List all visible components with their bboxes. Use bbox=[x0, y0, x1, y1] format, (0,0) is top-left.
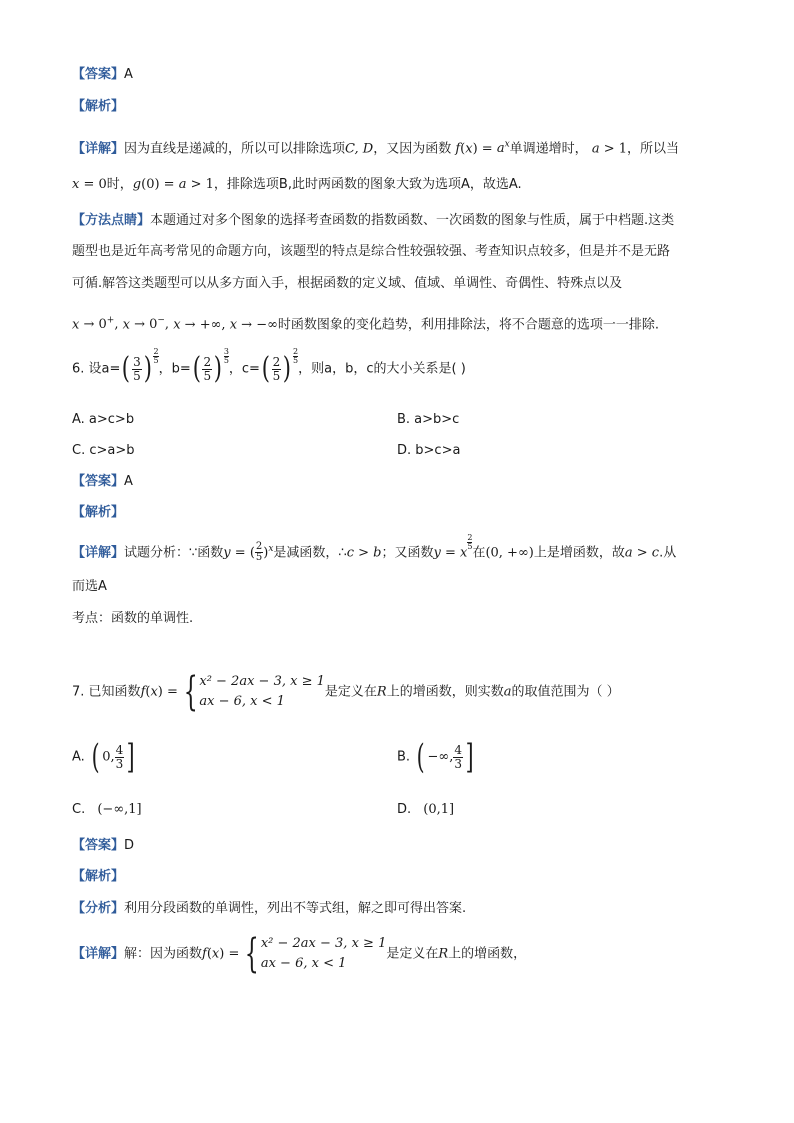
question-number: 7. bbox=[72, 684, 85, 700]
option-value: (0,1] bbox=[423, 802, 455, 817]
detail-text: 在 bbox=[472, 545, 486, 561]
answer-tag: 【答案】 bbox=[72, 838, 125, 853]
formula-eq0: = 0 bbox=[79, 177, 107, 192]
option-value: 0, bbox=[102, 749, 115, 765]
formula-limits: → −∞ bbox=[237, 317, 278, 333]
case-1: x² − 2ax − 3, x ≥ 1 bbox=[199, 674, 325, 689]
formula-R: R bbox=[376, 684, 387, 700]
formula-a: a bbox=[503, 684, 512, 700]
exponent-2-5: $\frac{2}{5}$ bbox=[153, 347, 159, 365]
fraction-2-5: $\frac{2}{5}$ bbox=[272, 354, 281, 383]
paren-left: ( bbox=[122, 351, 131, 386]
answer-value: D bbox=[124, 838, 135, 853]
exponent-2-5: $\frac{2}{5}$ bbox=[467, 533, 473, 551]
analysis-heading-q5 bbox=[72, 98, 124, 116]
analysis-tag: 【解析】 bbox=[72, 869, 125, 884]
answer-tag: 【答案】 bbox=[72, 474, 125, 489]
analysis-heading-q7 bbox=[72, 868, 124, 886]
q6-option-c: C. c>a>b bbox=[72, 443, 135, 458]
detail-line-q6-2 bbox=[72, 578, 107, 596]
formula-a-gt-1: a bbox=[591, 141, 600, 157]
method-line-4 bbox=[72, 312, 659, 334]
detail-tag: 【详解】 bbox=[72, 141, 125, 157]
formula-fx: f bbox=[455, 141, 461, 157]
formula-x0: x bbox=[72, 177, 80, 192]
question-text: 是定义在 bbox=[324, 684, 377, 700]
question-text: 的取值范围为（ ） bbox=[511, 684, 620, 700]
method-line-3 bbox=[72, 275, 622, 293]
formula-eq: ) = bbox=[219, 946, 240, 962]
formula-limits: x bbox=[173, 317, 181, 333]
piecewise-cases bbox=[261, 934, 387, 974]
question-text: 设a= bbox=[88, 361, 121, 377]
brace: { bbox=[245, 931, 260, 977]
option-label: C. bbox=[72, 802, 86, 817]
q6-option-b: B. a>b>c bbox=[397, 412, 460, 427]
exponent-2-5: $\frac{2}{5}$ bbox=[293, 347, 299, 365]
detail-text: 因为直线是递减的，所以可以排除选项 bbox=[124, 141, 346, 157]
formula-limits: → 0+, bbox=[79, 316, 123, 333]
detail-text: ；又函数 bbox=[381, 545, 434, 561]
formula-eq: ) = bbox=[157, 684, 178, 700]
formula-limits: x bbox=[122, 317, 130, 333]
formula-eq: = ( bbox=[230, 545, 255, 561]
method-text: 可循.解答这类题型可以从多方面入手，根据函数的定义域、值域、单调性、奇偶性、特殊点以及 bbox=[72, 276, 623, 291]
option-value: −∞, bbox=[427, 749, 454, 765]
detail-text: 上的增函数， bbox=[448, 946, 527, 962]
q7-option-d bbox=[397, 801, 454, 819]
question-text: 上的增函数，则实数 bbox=[386, 684, 504, 700]
brace: { bbox=[183, 669, 198, 715]
question-text: ，c= bbox=[228, 361, 260, 377]
method-line-2 bbox=[72, 243, 670, 261]
q6-option-d: D. b>c>a bbox=[397, 443, 461, 458]
detail-text: 解：因为函数 bbox=[124, 946, 203, 962]
formula-a-gt-c: a > c bbox=[624, 545, 660, 561]
answer-line-q7 bbox=[72, 837, 134, 855]
question-6 bbox=[72, 347, 466, 386]
analysis-tag: 【解析】 bbox=[72, 505, 125, 520]
answer-line-q5 bbox=[72, 66, 133, 84]
detail-text: .从 bbox=[659, 545, 677, 561]
formula-fx: f bbox=[202, 946, 207, 962]
detail-text: 试题分析：∵函数 bbox=[124, 545, 224, 561]
formula-gt: > 1 bbox=[599, 141, 628, 157]
formula-var: x bbox=[465, 141, 473, 157]
detail-text: ，又因为函数 bbox=[373, 141, 452, 157]
case-1: x² − 2ax − 3, x ≥ 1 bbox=[260, 936, 387, 951]
detail-line-q7 bbox=[72, 931, 527, 977]
kaodian-text: 考点：函数的单调性. bbox=[72, 611, 194, 626]
formula-interval: (0, +∞) bbox=[485, 545, 534, 561]
detail-text: ，所以当 bbox=[627, 141, 680, 157]
options-cd: C, D bbox=[345, 141, 374, 157]
formula-g0: (0) = bbox=[141, 177, 179, 192]
formula-R: R bbox=[438, 946, 449, 962]
detail-tag: 【详解】 bbox=[72, 545, 125, 561]
q7-option-b bbox=[397, 737, 476, 777]
method-line-1 bbox=[72, 212, 674, 230]
question-number: 6. bbox=[72, 361, 85, 377]
bracket-open: ( bbox=[91, 737, 100, 777]
kaodian-line bbox=[72, 610, 193, 628]
formula-ax: $a^x$ bbox=[496, 140, 510, 157]
fraction-2-5: $\frac{2}{5}$ bbox=[255, 541, 263, 564]
paren-left: ( bbox=[261, 351, 270, 386]
q7-option-c bbox=[72, 801, 142, 819]
analysis-tag: 【解析】 bbox=[72, 99, 125, 114]
option-label: D. bbox=[397, 802, 412, 817]
formula-var: x bbox=[211, 946, 220, 962]
fraction-4-3: $\frac{4}{3}$ bbox=[454, 742, 462, 771]
formula-paren: ( bbox=[206, 946, 212, 962]
fenxi-text: 利用分段函数的单调性，列出不等式组，解之即可得出答案. bbox=[124, 901, 467, 916]
paren-right: ) bbox=[213, 351, 223, 386]
question-text: ，则a，b，c的大小关系是( ) bbox=[298, 361, 466, 377]
option-value: (−∞,1] bbox=[97, 802, 142, 817]
formula-y: y bbox=[223, 545, 231, 561]
analysis-heading-q6 bbox=[72, 504, 124, 522]
detail-text: 时， bbox=[106, 177, 133, 192]
piecewise-cases bbox=[199, 672, 325, 712]
formula-var: x bbox=[150, 684, 158, 700]
detail-tag: 【详解】 bbox=[72, 946, 125, 962]
method-text: 题型也是近年高考常见的命题方向，该题型的特点是综合性较强较强、考查知识点较多，但是并不是无路 bbox=[72, 244, 671, 259]
detail-line-q5-1 bbox=[72, 136, 679, 158]
fenxi-line-q7 bbox=[72, 900, 466, 918]
answer-tag: 【答案】 bbox=[72, 67, 125, 82]
q6-option-a: A. a>c>b bbox=[72, 412, 135, 427]
formula-limits: x bbox=[72, 317, 80, 333]
paren-left: ( bbox=[192, 351, 201, 386]
formula-limits: → +∞, bbox=[180, 317, 230, 333]
formula-fx: f bbox=[140, 684, 146, 700]
answer-value: A bbox=[124, 474, 133, 489]
formula-c-gt-b: c > b bbox=[346, 545, 382, 561]
formula-eq: ) = bbox=[472, 141, 497, 157]
formula-y: y = x bbox=[433, 545, 468, 561]
detail-line-q5-2 bbox=[72, 176, 522, 194]
question-text: 已知函数 bbox=[88, 684, 141, 700]
fraction-3-5: $\frac{3}{5}$ bbox=[133, 354, 141, 383]
paren-right: ) bbox=[143, 351, 152, 386]
bracket-close: ] bbox=[465, 737, 474, 777]
case-2: ax − 6, x < 1 bbox=[199, 694, 285, 709]
answer-line-q6 bbox=[72, 473, 133, 491]
formula-gt1: > 1 bbox=[186, 177, 214, 192]
formula-g: g bbox=[132, 177, 142, 192]
answer-value: A bbox=[124, 67, 133, 82]
fenxi-tag: 【分析】 bbox=[72, 901, 125, 916]
detail-text: 上是增函数，故 bbox=[533, 545, 625, 561]
detail-text: 单调递增时， bbox=[509, 141, 588, 157]
case-2: ax − 6, x < 1 bbox=[260, 956, 347, 971]
detail-text: 是减函数，∴ bbox=[273, 545, 347, 561]
formula-a: a bbox=[178, 177, 187, 192]
question-7 bbox=[72, 669, 620, 715]
q7-option-a bbox=[72, 737, 138, 777]
bracket-open: ( bbox=[416, 737, 425, 777]
method-text: 本题通过对多个图象的选择考查函数的指数函数、一次函数的图象与性质，属于中档题.这类 bbox=[150, 213, 675, 228]
detail-text: 是定义在 bbox=[386, 946, 439, 962]
paren-right: ) bbox=[283, 351, 292, 386]
formula-paren: ( bbox=[460, 141, 466, 157]
formula-limits: → 0−, bbox=[129, 316, 174, 333]
formula-paren: ) bbox=[263, 545, 269, 561]
formula-exp-x: x bbox=[268, 544, 274, 554]
detail-text: ，排除选项B,此时两函数的图象大致为选项A，故选A. bbox=[213, 177, 522, 192]
formula-limits: x bbox=[229, 317, 238, 333]
option-label: B. bbox=[397, 749, 411, 765]
fraction-2-5: $\frac{2}{5}$ bbox=[203, 354, 212, 383]
method-tag: 【方法点睛】 bbox=[72, 213, 151, 228]
detail-text: 而选A bbox=[72, 579, 107, 594]
bracket-close: ] bbox=[126, 737, 135, 777]
detail-line-q6-1 bbox=[72, 533, 677, 564]
formula-paren: ( bbox=[145, 684, 151, 700]
method-text: 时函数图象的变化趋势，利用排除法，将不合题意的选项一一排除. bbox=[277, 317, 660, 333]
question-text: ，b= bbox=[158, 361, 191, 377]
exponent-3-5: $\frac{3}{5}$ bbox=[223, 347, 229, 365]
fraction-4-3: $\frac{4}{3}$ bbox=[115, 742, 124, 771]
option-label: A. bbox=[72, 749, 85, 765]
